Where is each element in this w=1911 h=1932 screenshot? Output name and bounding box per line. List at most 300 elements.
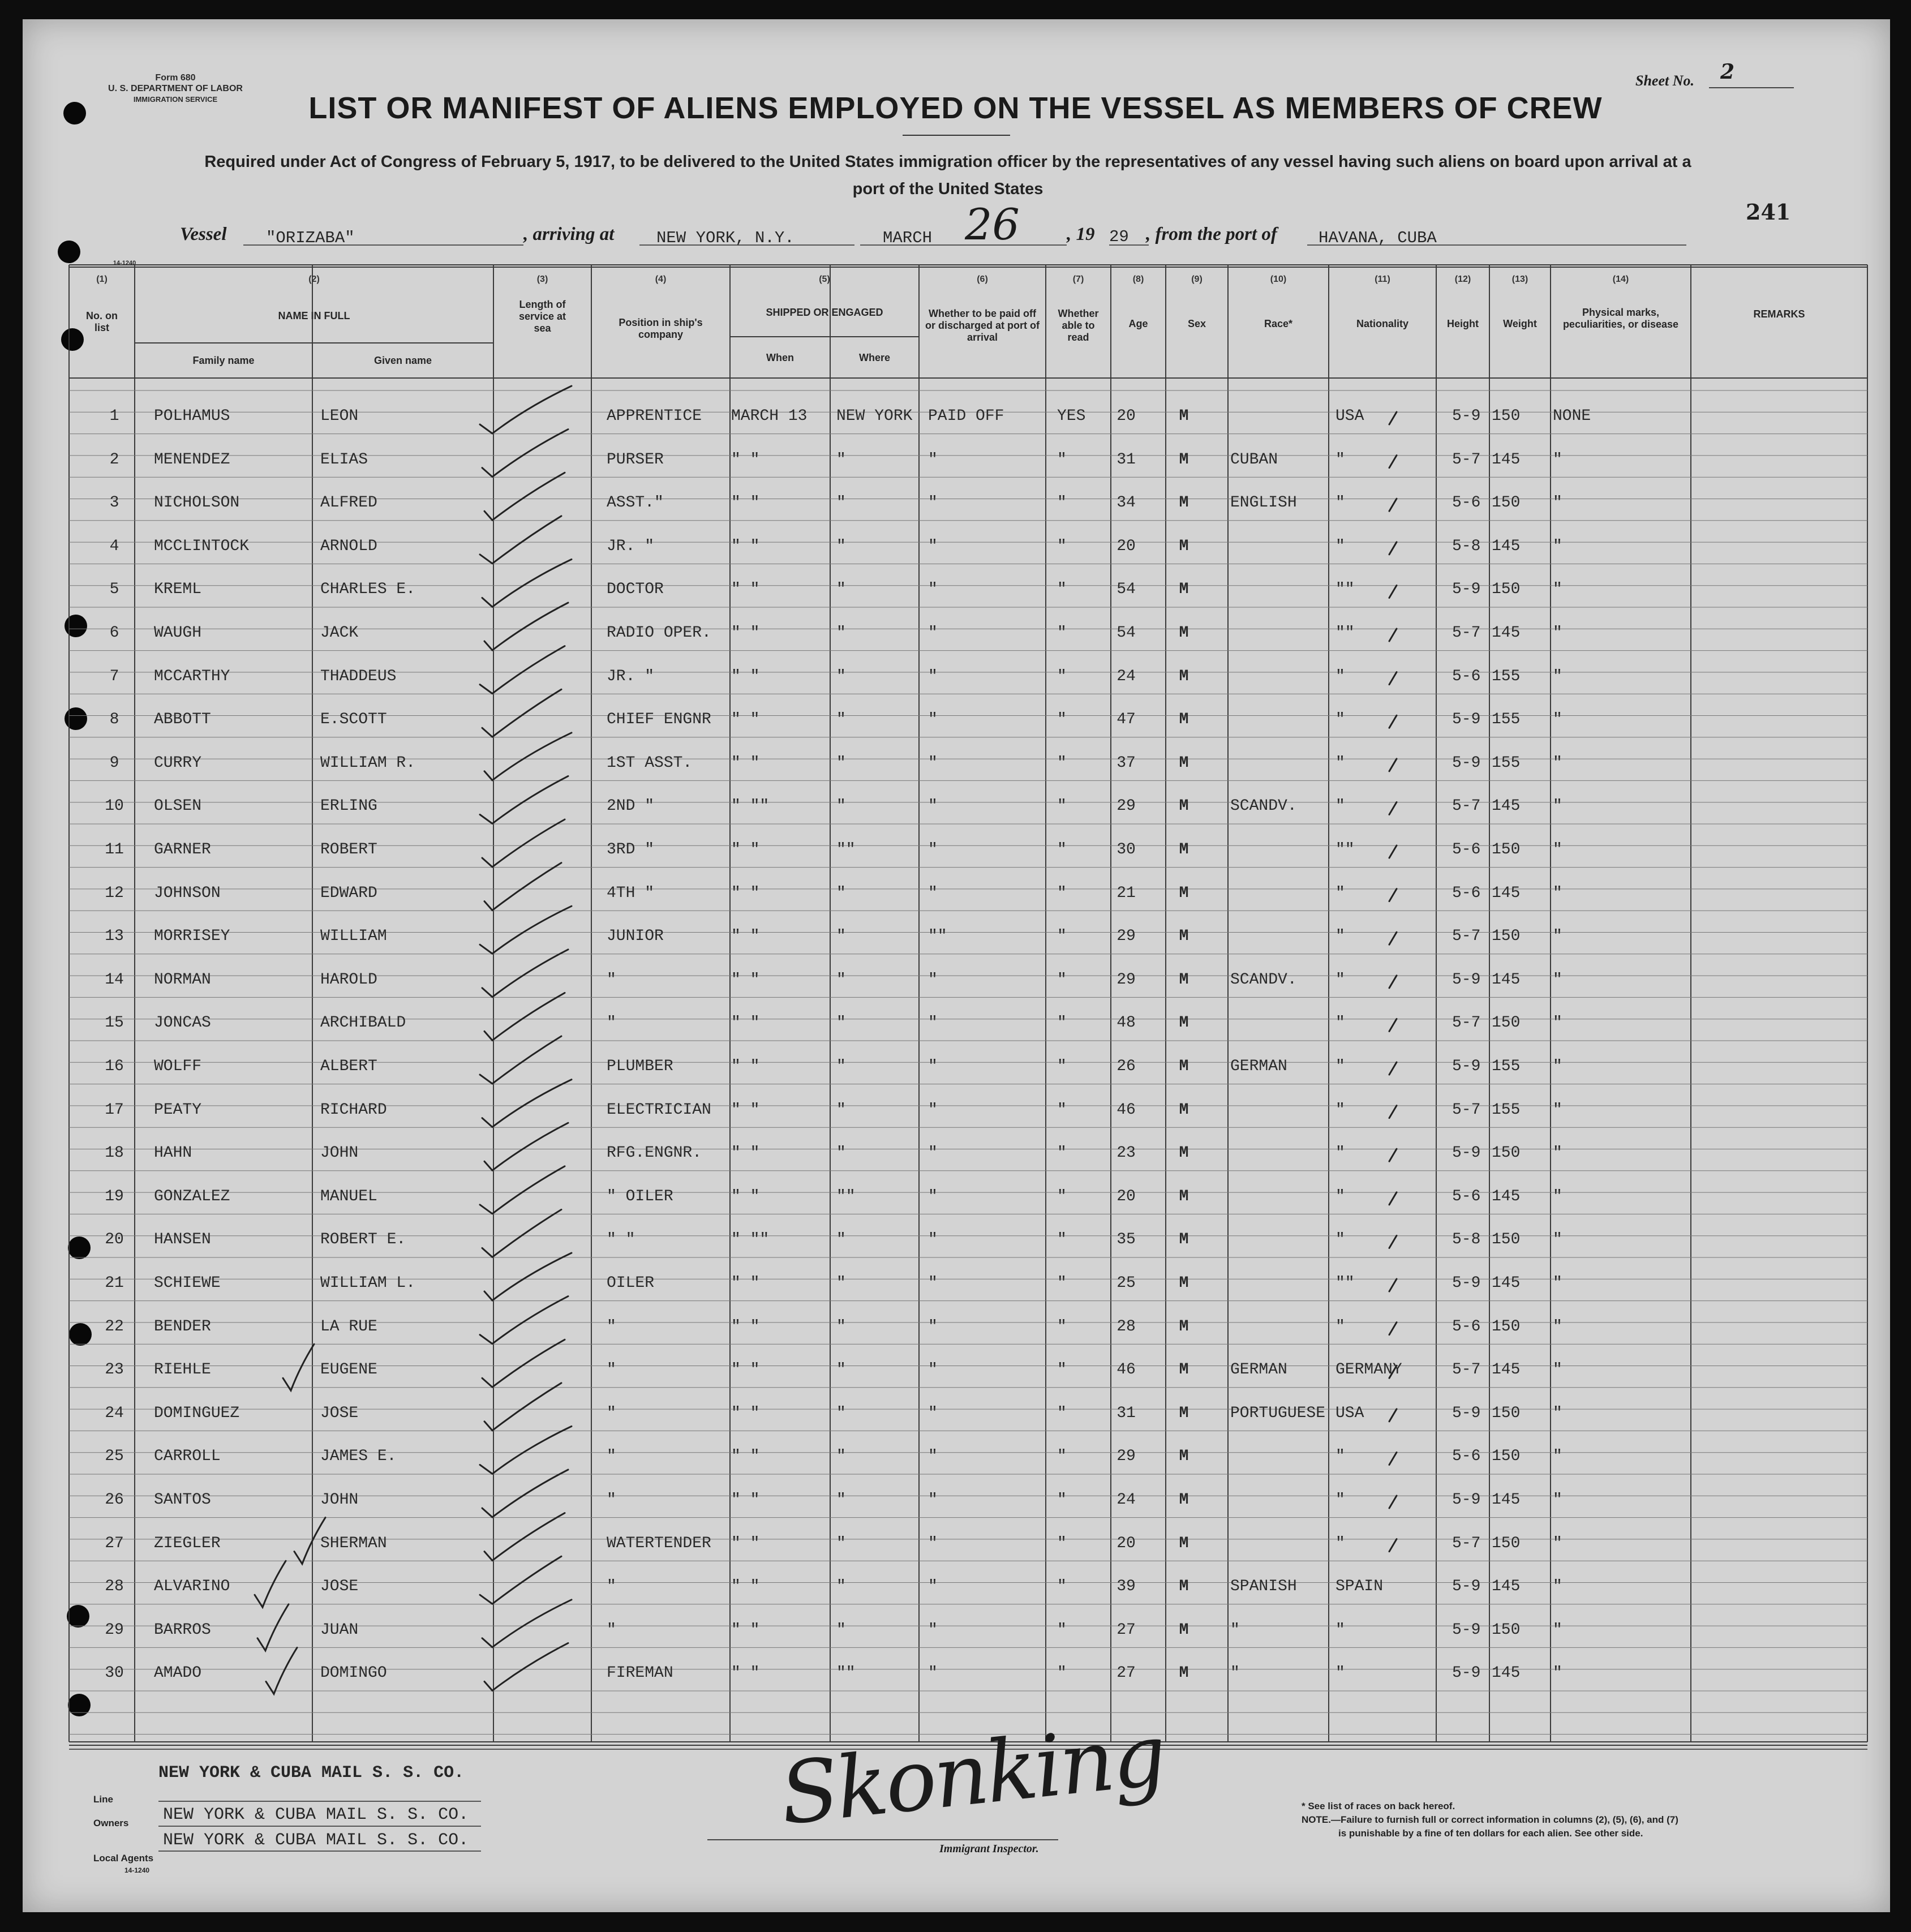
cell-given: ROBERT [320,841,377,858]
cell-race: GERMAN [1230,1361,1287,1379]
cell-weight: 145 [1492,1361,1521,1379]
cell-weight: 150 [1492,1534,1521,1552]
cell-where: " [836,1534,846,1552]
cell-read: " [1057,450,1067,469]
cell-when: " " [731,624,760,642]
name-checkmark [283,1344,314,1390]
cell-nat: " [1335,450,1345,469]
cell-paid: " [928,1058,938,1075]
cell-no: 4 [109,537,119,555]
cell-paid: " [928,1404,938,1422]
cell-phys: " [1553,841,1562,858]
cell-given: ALFRED [320,494,377,512]
cell-weight: 150 [1492,928,1521,946]
cell-paid: "" [928,928,947,946]
cell-where: " [836,494,846,512]
column-number: (1) [96,274,108,284]
cell-race: CUBAN [1230,450,1278,469]
cell-nat: " [1335,537,1345,555]
cell-read: " [1057,1058,1067,1075]
cell-weight: 155 [1492,711,1521,729]
inspector-line [707,1839,1058,1840]
cell-age: 20 [1116,1534,1136,1552]
cell-when: " " [731,928,760,946]
cell-nat: "" [1335,624,1355,642]
cell-phys: " [1553,1014,1562,1032]
cell-given: ERLING [320,797,377,815]
cell-weight: 145 [1492,1491,1521,1509]
cell-paid: " [928,1231,938,1249]
cell-read: " [1057,754,1067,772]
cell-position: PURSER [607,450,664,469]
cell-read: " [1057,711,1067,729]
nationality-tick [1389,715,1397,728]
service-checkmark [482,1080,572,1127]
inspector-signature: Skonking [775,1706,1169,1844]
header-nationality: Nationality [1356,318,1408,329]
cell-family: BARROS [154,1621,211,1639]
cell-phys: " [1553,754,1562,772]
service-checkmark [480,1036,561,1084]
column-number: (11) [1375,274,1390,284]
cell-age: 54 [1116,624,1136,642]
cell-position: FIREMAN [607,1664,673,1682]
cell-no: 1 [109,407,119,425]
cell-height: 5-6 [1452,1187,1481,1205]
cell-read: " [1057,1404,1067,1422]
cell-where: " [836,1621,846,1639]
cell-height: 5-9 [1452,711,1481,729]
cell-position: 1ST ASST. [607,754,693,772]
cell-given: JOHN [320,1144,359,1162]
cell-read: " [1057,537,1067,555]
cell-given: WILLIAM [320,928,387,946]
cell-where: " [836,1361,846,1379]
arrival-year: 29 [1109,227,1129,246]
cell-where: " [836,1014,846,1032]
cell-where: " [836,1404,846,1422]
cell-height: 5-7 [1452,1014,1481,1032]
nationality-tick [1389,412,1397,424]
cell-nat: " [1335,1448,1345,1466]
header-age: Age [1128,318,1148,329]
cell-given: WILLIAM L. [320,1274,416,1292]
nationality-tick [1389,1539,1397,1552]
cell-no: 13 [105,928,124,946]
footer-print-code: 14-1240 [124,1866,150,1874]
header-height: Height [1447,318,1479,329]
cell-family: GONZALEZ [154,1187,230,1205]
cell-no: 20 [105,1231,124,1249]
nationality-tick [1389,932,1397,944]
cell-read: " [1057,1317,1067,1336]
cell-nat: " [1335,1187,1345,1205]
cell-position: DOCTOR [607,581,664,599]
arrival-month: MARCH [883,229,933,247]
cell-where: " [836,884,846,902]
cell-sex: M [1179,1317,1189,1336]
cell-weight: 155 [1492,754,1521,772]
service-checkmark [482,819,565,867]
cell-position: " [607,1014,616,1032]
cell-where: " [836,928,846,946]
cell-nat: "" [1335,581,1355,599]
owners-name: NEW YORK & CUBA MAIL S. S. CO. [163,1805,469,1824]
manifest-title: LIST OR MANIFEST OF ALIENS EMPLOYED ON THE VESSEL AS MEMBERS OF CREW [308,91,1603,125]
cell-given: HAROLD [320,971,377,989]
vessel-name: "ORIZABA" [266,229,355,247]
cell-family: WAUGH [154,624,202,642]
cell-height: 5-9 [1452,1621,1481,1639]
column-number: (3) [536,274,548,284]
name-checkmark [257,1604,289,1651]
service-checkmark [480,646,565,694]
cell-family: CARROLL [154,1448,221,1466]
cell-weight: 150 [1492,841,1521,858]
cell-sex: M [1179,797,1189,815]
cell-age: 31 [1116,450,1136,469]
cell-race: PORTUGUESE [1230,1404,1326,1422]
cell-where: " [836,537,846,555]
service-checkmark [482,430,568,477]
cell-when: " " [731,1317,760,1336]
cell-where: "" [836,1187,856,1205]
cell-no: 28 [105,1578,124,1596]
cell-read: " [1057,1274,1067,1292]
cell-age: 20 [1116,537,1136,555]
cell-height: 5-9 [1452,1144,1481,1162]
cell-given: JOHN [320,1491,359,1509]
cell-where: "" [836,1664,856,1682]
cell-where: " [836,624,846,642]
cell-read: " [1057,1187,1067,1205]
cell-height: 5-9 [1452,1274,1481,1292]
cell-position: " [607,1404,616,1422]
cell-nat: " [1335,494,1345,512]
cell-where: " [836,1144,846,1162]
cell-position: APPRENTICE [607,407,702,425]
cell-where: " [836,797,846,815]
cell-no: 22 [105,1317,124,1336]
cell-height: 5-9 [1452,1664,1481,1682]
cell-weight: 145 [1492,450,1521,469]
cell-family: RIEHLE [154,1361,211,1379]
cell-read: " [1057,1101,1067,1119]
cell-read: " [1057,884,1067,902]
cell-phys: " [1553,1058,1562,1075]
cell-read: " [1057,624,1067,642]
cell-nat: " [1335,711,1345,729]
cell-race: SPANISH [1230,1578,1297,1596]
cell-phys: " [1553,884,1562,902]
cell-weight: 150 [1492,494,1521,512]
cell-when: " " [731,450,760,469]
cell-where: " [836,1274,846,1292]
cell-paid: PAID OFF [928,407,1004,425]
cell-no: 9 [109,754,119,772]
nationality-tick [1389,1496,1397,1508]
cell-height: 5-6 [1452,841,1481,858]
cell-weight: 145 [1492,1664,1521,1682]
cell-age: 37 [1116,754,1136,772]
cell-age: 29 [1116,928,1136,946]
column-number: (7) [1072,274,1084,284]
cell-when: " " [731,711,760,729]
cell-where: " [836,1101,846,1119]
cell-where: " [836,1231,846,1249]
cell-paid: " [928,1274,938,1292]
cell-nat: "" [1335,841,1355,858]
cell-paid: " [928,841,938,858]
cell-family: ALVARINO [154,1578,230,1596]
cell-phys: " [1553,1361,1562,1379]
arriving-label: , arriving at [523,224,615,244]
subtitle-line-1: Required under Act of Congress of February 5, 1917, to be delivered to the United States immigration officer by the representatives of any vessel having such aliens on board upon arrival at a [204,153,1691,171]
cell-age: 29 [1116,1448,1136,1466]
cell-sex: M [1179,711,1189,729]
cell-paid: " [928,1621,938,1639]
cell-position: JR. " [607,667,655,685]
cell-nat: " [1335,1014,1345,1032]
cell-sex: M [1179,1274,1189,1292]
cell-nat: " [1335,1664,1345,1682]
cell-sex: M [1179,1231,1189,1249]
service-checkmark [482,950,568,997]
cell-phys: " [1553,928,1562,946]
cell-age: 27 [1116,1664,1136,1682]
cell-given: SHERMAN [320,1534,387,1552]
cell-height: 5-7 [1452,1101,1481,1119]
cell-read: " [1057,1144,1067,1162]
cell-family: MORRISEY [154,928,230,946]
cell-no: 10 [105,797,124,815]
cell-height: 5-6 [1452,494,1481,512]
cell-nat: SPAIN [1335,1578,1384,1596]
cell-when: " " [731,1578,760,1596]
column-number: (8) [1132,274,1144,284]
cell-phys: " [1553,1534,1562,1552]
cell-position: " [607,1578,616,1596]
cell-paid: " [928,797,938,815]
cell-age: 20 [1116,1187,1136,1205]
cell-read: " [1057,1361,1067,1379]
cell-phys: " [1553,1187,1562,1205]
cell-age: 47 [1116,711,1136,729]
cell-given: JACK [320,624,359,642]
cell-no: 27 [105,1534,124,1552]
cell-position: " [607,1621,616,1639]
cell-when: " " [731,884,760,902]
cell-weight: 145 [1492,1274,1521,1292]
cell-given: ROBERT E. [320,1231,406,1249]
cell-given: LEON [320,407,359,425]
cell-nat: " [1335,1231,1345,1249]
cell-phys: " [1553,1404,1562,1422]
print-code: 14-1240 [113,260,136,267]
cell-sex: M [1179,1187,1189,1205]
cell-phys: " [1553,1101,1562,1119]
cell-phys: " [1553,1578,1562,1596]
cell-read: YES [1057,407,1086,425]
cell-position: " " [607,1231,635,1249]
cell-weight: 145 [1492,537,1521,555]
cell-family: GARNER [154,841,211,858]
cell-position: PLUMBER [607,1058,673,1075]
cell-where: " [836,450,846,469]
cell-age: 34 [1116,494,1136,512]
cell-read: " [1057,1534,1067,1552]
cell-no: 15 [105,1014,124,1032]
cell-weight: 150 [1492,1231,1521,1249]
cell-sex: M [1179,928,1189,946]
cell-read: " [1057,928,1067,946]
cell-position: " [607,1448,616,1466]
cell-no: 5 [109,581,119,599]
cell-family: SANTOS [154,1491,211,1509]
cell-given: JUAN [320,1621,359,1639]
cell-when: MARCH 13 [731,407,808,425]
cell-position: 2ND " [607,797,655,815]
cell-family: KREML [154,581,202,599]
cell-where: " [836,1058,846,1075]
service-checkmark [484,1383,561,1431]
cell-age: 23 [1116,1144,1136,1162]
cell-age: 24 [1116,1491,1136,1509]
cell-height: 5-9 [1452,581,1481,599]
cell-sex: M [1179,1014,1189,1032]
cell-age: 21 [1116,884,1136,902]
cell-phys: " [1553,1144,1562,1162]
header-shipped-engaged: SHIPPED OR ENGAGED [766,307,883,318]
cell-height: 5-7 [1452,624,1481,642]
cell-sex: M [1179,1621,1189,1639]
cell-nat: " [1335,1058,1345,1075]
cell-race: SCANDV. [1230,797,1297,815]
nationality-tick [1389,1323,1397,1335]
subtitle-line-2: port of the United States [852,180,1043,198]
vessel-label: Vessel [180,224,227,244]
cell-nat: " [1335,754,1345,772]
cell-paid: " [928,1491,938,1509]
agents-underline [158,1851,481,1852]
column-number: (5) [819,274,830,284]
cell-nat: " [1335,1621,1345,1639]
cell-when: " " [731,494,760,512]
cell-height: 5-9 [1452,407,1481,425]
line-label: Line [93,1794,113,1805]
cell-when: " " [731,1274,760,1292]
cell-no: 19 [105,1187,124,1205]
cell-read: " [1057,581,1067,599]
cell-position: CHIEF ENGNR [607,711,711,729]
cell-phys: " [1553,711,1562,729]
cell-when: " " [731,971,760,989]
cell-no: 11 [105,841,124,858]
cell-paid: " [928,494,938,512]
cell-paid: " [928,1664,938,1682]
cell-sex: M [1179,624,1189,642]
header-weight: Weight [1503,318,1537,329]
cell-given: CHARLES E. [320,581,416,599]
service-checkmark [482,1470,568,1517]
cell-given: E.SCOTT [320,711,387,729]
cell-no: 30 [105,1664,124,1682]
from-port: HAVANA, CUBA [1319,229,1437,247]
cell-phys: " [1553,1231,1562,1249]
cell-height: 5-7 [1452,797,1481,815]
cell-nat: " [1335,797,1345,815]
cell-family: JONCAS [154,1014,211,1032]
cell-position: ELECTRICIAN [607,1101,711,1119]
nationality-tick [1389,976,1397,988]
header-remarks: REMARKS [1753,308,1805,320]
cell-paid: " [928,1448,938,1466]
cell-race: SCANDV. [1230,971,1297,989]
name-checkmark [266,1647,297,1694]
cell-height: 5-7 [1452,1361,1481,1379]
cell-height: 5-9 [1452,1404,1481,1422]
service-checkmark [480,1556,561,1604]
arrival-port: NEW YORK, N.Y. [656,229,795,247]
cell-age: 46 [1116,1361,1136,1379]
cell-age: 29 [1116,797,1136,815]
cell-sex: M [1179,450,1189,469]
cell-age: 39 [1116,1578,1136,1596]
cell-position: 4TH " [607,884,655,902]
nationality-tick [1389,802,1397,814]
cell-weight: 150 [1492,1404,1521,1422]
cell-given: MANUEL [320,1187,377,1205]
cell-height: 5-9 [1452,1058,1481,1075]
cell-given: ELIAS [320,450,368,469]
cell-position: WATERTENDER [607,1534,711,1552]
agents-name: NEW YORK & CUBA MAIL S. S. CO. [163,1831,469,1850]
cell-no: 24 [105,1404,124,1422]
cell-read: " [1057,1491,1067,1509]
nationality-tick [1389,1235,1397,1248]
cell-weight: 145 [1492,624,1521,642]
nationality-tick [1389,1409,1397,1422]
cell-phys: " [1553,450,1562,469]
service-checkmark [484,1643,568,1690]
cell-age: 26 [1116,1058,1136,1075]
cell-sex: M [1179,1361,1189,1379]
cell-given: JAMES E. [320,1448,397,1466]
column-number: (6) [977,274,988,284]
cell-read: " [1057,841,1067,858]
header-position: Position in ship's company [619,317,703,340]
nationality-tick [1389,1062,1397,1075]
races-note: * See list of races on back hereof. [1302,1801,1455,1811]
cell-family: HANSEN [154,1231,211,1249]
nationality-tick [1389,1452,1397,1465]
cell-family: NORMAN [154,971,211,989]
column-number: (14) [1612,274,1629,284]
cell-given: JOSE [320,1404,359,1422]
cell-family: NICHOLSON [154,494,240,512]
sheet-label: Sheet No. [1635,72,1694,89]
fine-note-line-2: is punishable by a fine of ten dollars for each alien. See other side. [1338,1828,1643,1839]
cell-when: " " [731,1448,760,1466]
cell-phys: " [1553,1491,1562,1509]
nationality-tick [1389,1279,1397,1291]
cell-height: 5-9 [1452,971,1481,989]
header-physical-marks: Physical marks, peculiarities, or disease [1562,307,1679,330]
nationality-tick [1389,1192,1397,1205]
cell-no: 2 [109,450,119,469]
cell-read: " [1057,1578,1067,1596]
header-no-on-list: No. on list [86,310,118,333]
